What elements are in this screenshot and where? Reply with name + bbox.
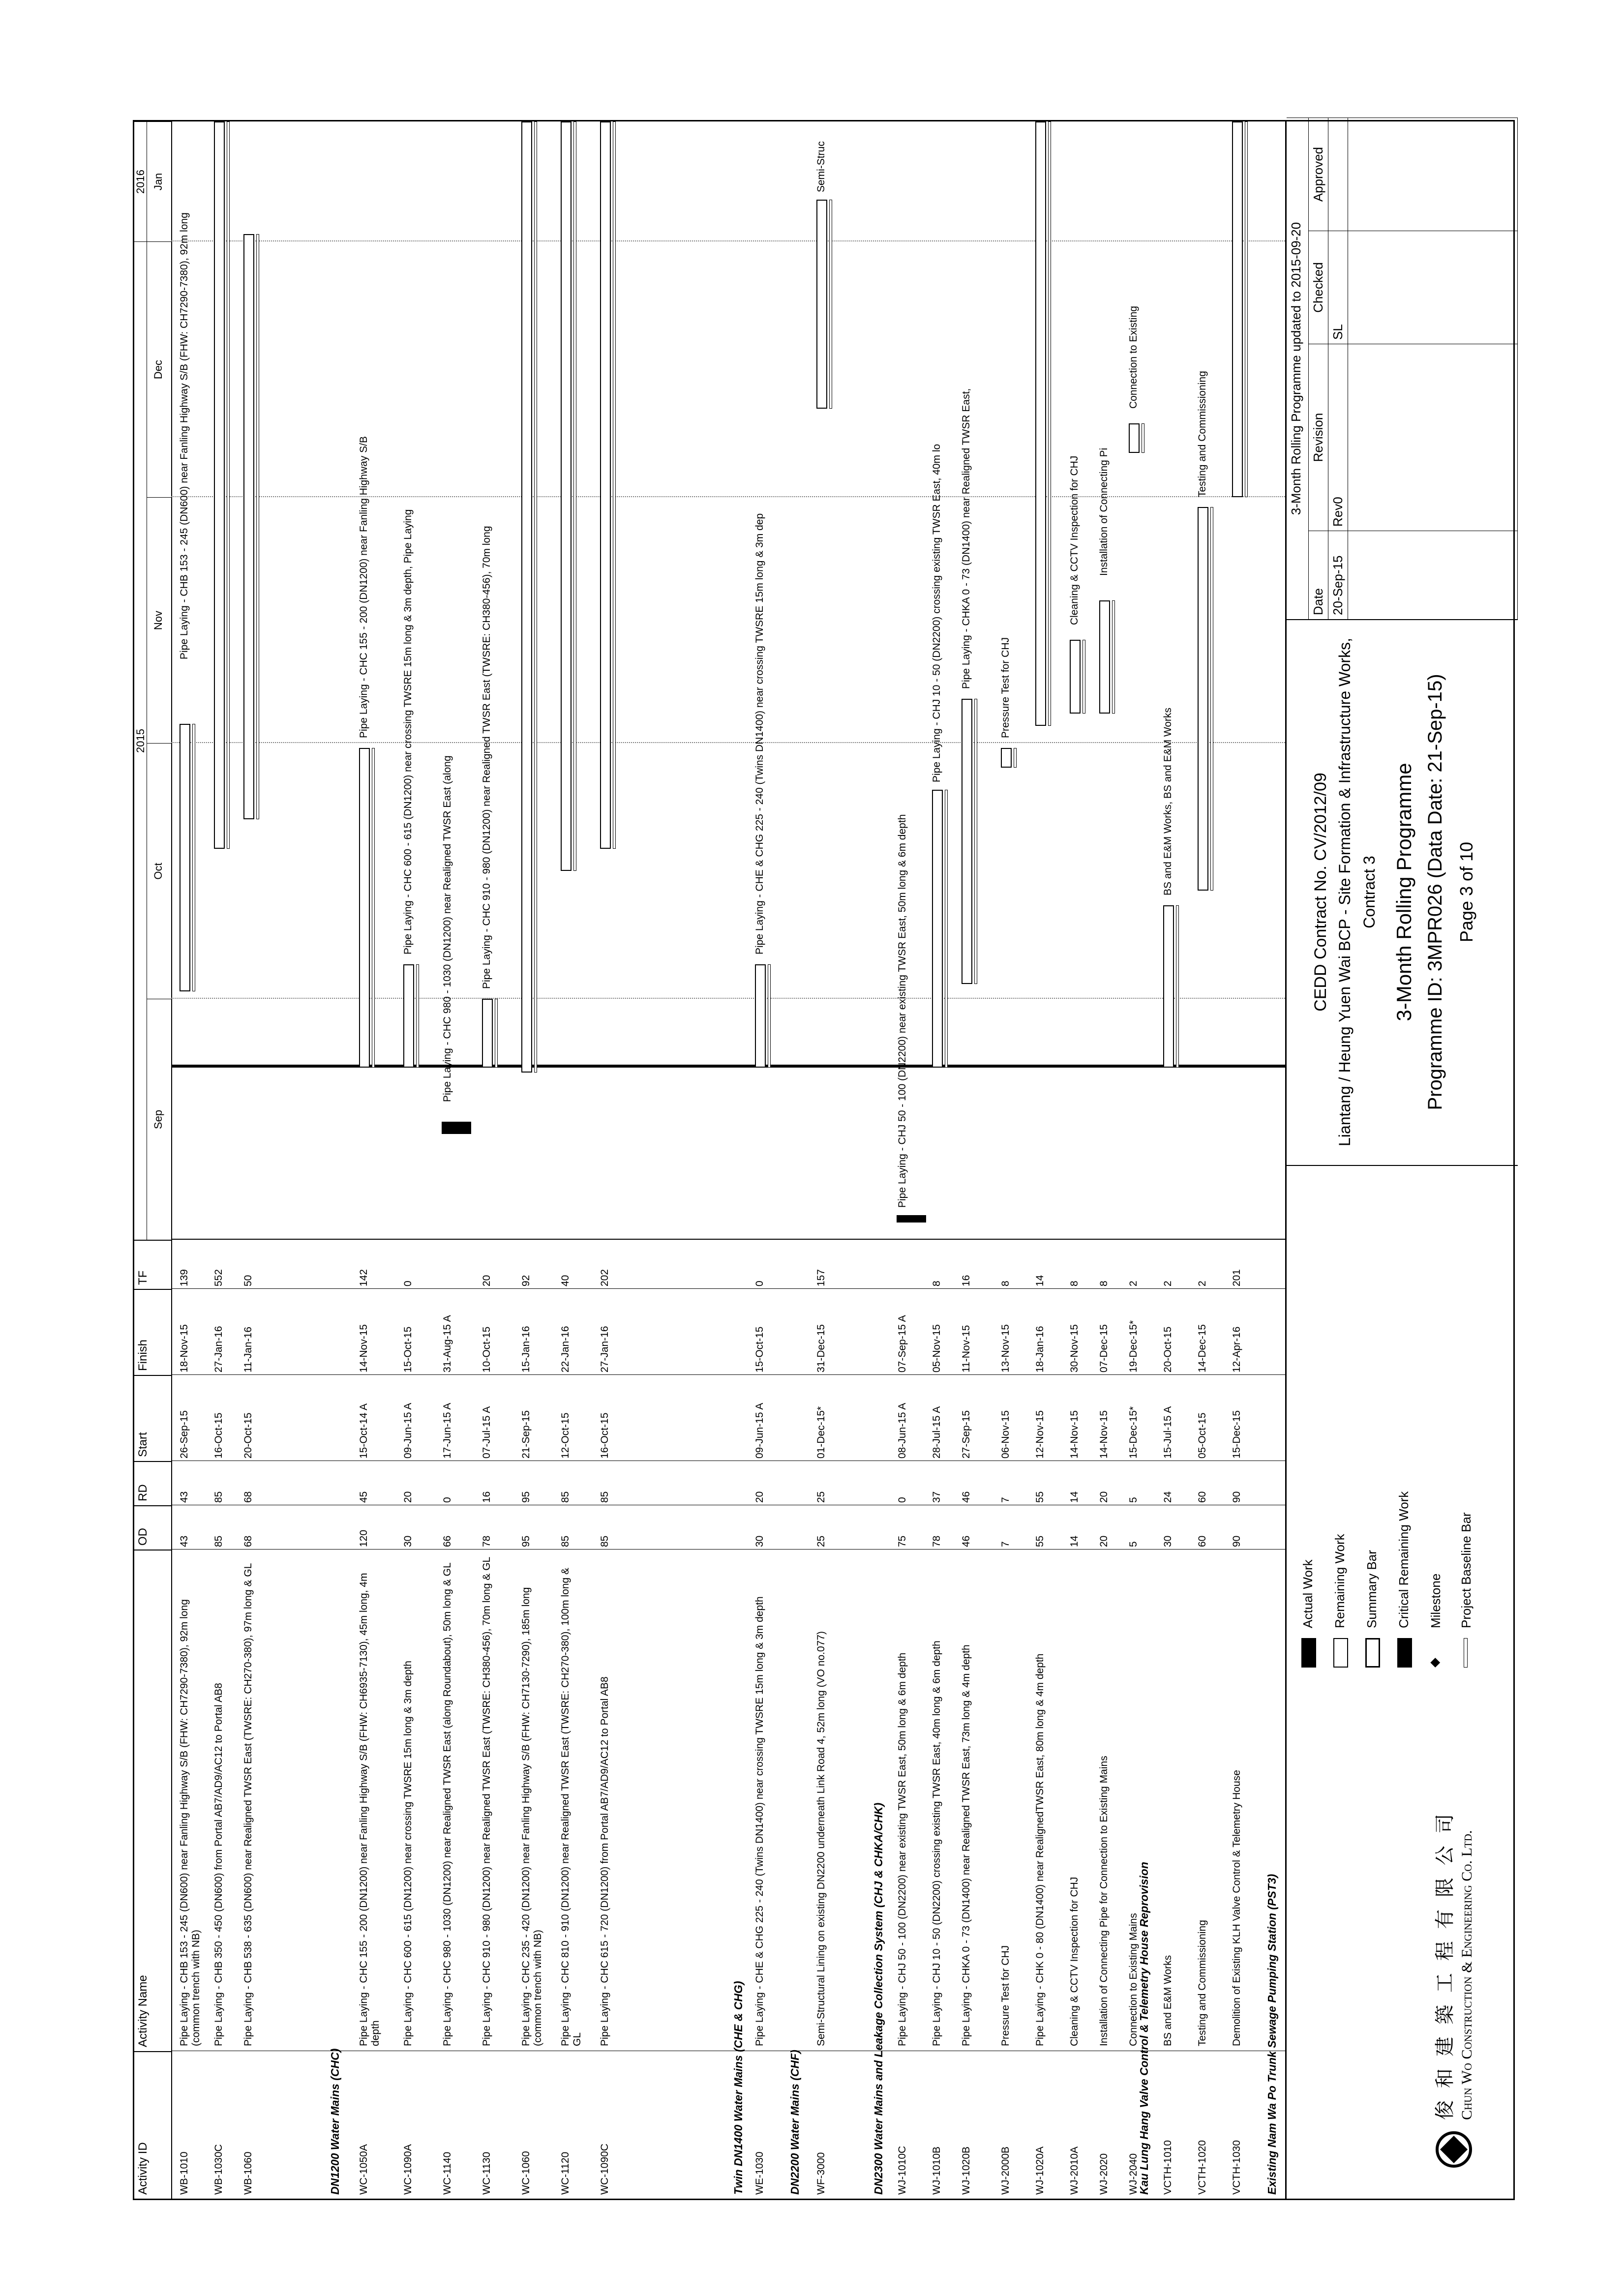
start-date: 16-Oct-15 [599,1412,610,1459]
actual-work-bar [442,1122,471,1134]
actual-work-bar [897,1215,926,1223]
baseline-bar [1014,748,1017,768]
group-che-chg: Twin DN1400 Water Mains (CHE & CHG) [732,1981,745,2195]
start-date: 09-Jun-15 A [754,1402,765,1459]
activity-name: Pressure Test for CHJ [1000,1945,1011,2046]
page-number: Page 3 of 10 [1456,841,1476,943]
start-date: 14-Nov-15 [1098,1410,1110,1459]
remaining-work-bar [482,999,493,1068]
remaining-work-bar [1232,121,1243,497]
activity-id: WC-1050A [358,2144,369,2195]
start-date: 26-Sep-15 [179,1410,190,1459]
baseline-bar [416,964,419,1068]
activity-id: WB-1060 [242,2151,254,2195]
divider [171,1549,1285,1550]
start-date: 06-Nov-15 [1000,1410,1011,1459]
remaining-duration: 95 [520,1491,532,1503]
remaining-duration: 20 [402,1491,414,1503]
total-float: 8 [1098,1281,1110,1286]
footer [1285,121,1518,2199]
remaining-duration: 85 [213,1491,224,1503]
original-duration: 78 [481,1535,492,1547]
remaining-duration: 0 [897,1497,908,1503]
legend-remaining-swatch [1333,1638,1348,1668]
start-date: 27-Sep-15 [961,1410,972,1459]
bar-label: Semi-Struc [815,141,827,192]
table-header [134,121,172,2199]
baseline-bar [1176,905,1179,1068]
total-float: 50 [242,1275,254,1286]
remaining-duration: 45 [358,1491,369,1503]
baseline-bar [192,724,195,991]
total-float: 20 [481,1275,492,1286]
finish-date: 30-Nov-15 [1069,1324,1080,1372]
activity-name: Pipe Laying - CHC 600 - 615 (DN1200) near crossing TWSRE 15m long & 3m depth [402,1661,414,2046]
programme-title: 3-Month Rolling Programme [1392,763,1415,1021]
activity-id: WC-1090A [402,2144,414,2195]
company-english-name: Chun Wo Construction & Engineering Co. Ltd. [1459,1830,1475,2120]
remaining-work-bar [561,121,571,871]
bar-label: Pipe Laying - CHKA 0 - 73 (DN1400) near Realigned TWSR East, [961,388,972,689]
activity-name: Testing and Commissioning [1197,1920,1208,2046]
remaining-work-bar [962,699,972,984]
remaining-work-bar [521,121,532,1073]
remaining-duration: 85 [560,1491,571,1503]
divider [171,1288,1285,1289]
col-activity-id: Activity ID [134,2051,171,2199]
activity-name: Pipe Laying - CHKA 0 - 73 (DN1400) near Realigned TWSR East, 73m long & 4m depth [961,1644,972,2046]
activity-name: Cleaning & CCTV Inspection for CHJ [1069,1877,1080,2046]
activity-name: Pipe Laying - CHC 155 - 200 (DN1200) near Fanling Highway S/B (FHW: CH6935-7130), 45m long, 4m depth [358,1573,381,2046]
month-gridline [171,240,1285,241]
month-dec: Dec [147,241,171,497]
legend-actual-swatch [1301,1638,1316,1668]
remaining-duration: 14 [1069,1491,1080,1503]
activity-name: Pipe Laying - CHJ 50 - 100 (DN2200) near existing TWSR East, 50m long & 6m depth [897,1652,908,2046]
start-date: 15-Dec-15 [1231,1410,1242,1459]
finish-date: 11-Jan-16 [242,1326,254,1372]
total-float: 2 [1162,1281,1173,1286]
activity-id: WE-1030 [754,2151,765,2195]
revision-block [1287,118,1518,620]
finish-date: 27-Jan-16 [599,1326,610,1372]
gantt-frame [133,120,1515,2200]
activity-name: Pipe Laying - CHB 153 - 245 (DN600) near Fanling Highway S/B (FHW: CH7290-7380), 92m long (common trench with NB) [179,1599,202,2046]
start-date: 14-Nov-15 [1069,1410,1080,1459]
month-gridline [171,742,1285,743]
rev-date-header: Date [1309,531,1328,619]
activity-name: Pipe Laying - CHJ 10 - 50 (DN2200) crossing existing TWSR East, 40m long & 6m depth [931,1640,942,2046]
baseline-bar [1245,121,1248,497]
activity-id: WC-1130 [481,2151,492,2195]
rev-revision: Rev0 [1328,344,1348,531]
baseline-bar [573,121,576,871]
original-duration: 30 [1162,1535,1173,1547]
original-duration: 20 [1098,1535,1110,1547]
remaining-duration: 37 [931,1491,942,1503]
activity-name: Pipe Laying - CHC 615 - 720 (DN1200) from Portal AB7/AD9/AC12 to Portal AB8 [599,1676,610,2046]
total-float: 142 [358,1269,369,1286]
original-duration: 75 [897,1535,908,1547]
start-date: 12-Nov-15 [1034,1410,1046,1459]
divider [171,1374,1285,1375]
finish-date: 15-Oct-15 [754,1326,765,1372]
total-float: 202 [599,1269,610,1286]
finish-date: 11-Nov-15 [961,1325,972,1372]
start-date: 15-Oct-14 A [358,1403,369,1459]
remaining-duration: 0 [442,1497,453,1503]
month-jan: Jan [147,121,171,241]
bar-label: Pipe Laying - CHB 153 - 245 (DN600) near Fanling Highway S/B (FHW: CH7290-7380), 92m long [179,212,190,659]
total-float: 0 [402,1281,414,1286]
total-float: 552 [213,1269,224,1286]
remaining-duration: 43 [179,1491,190,1503]
milestone-icon: ◆ [1427,1658,1442,1668]
bar-label: Pipe Laying - CHC 155 - 200 (DN1200) near Fanling Highway S/B [358,436,369,738]
remaining-duration: 90 [1231,1491,1242,1503]
start-date: 01-Dec-15* [815,1406,827,1459]
bar-label: Pipe Laying - CHJ 50 - 100 (DN2200) near existing TWSR East, 50m long & 6m depth [897,814,908,1208]
activity-name: Pipe Laying - CHC 910 - 980 (DN1200) near Realigned TWSR East (TWSRE: CH380-456), 70m long & GL [481,1556,492,2046]
legend-baseline: Project Baseline Bar [1459,1512,1474,1628]
original-duration: 5 [1128,1541,1139,1547]
activity-id: WF-3000 [815,2152,827,2195]
rev-date: 20-Sep-15 [1328,531,1348,619]
original-duration: 46 [961,1535,972,1547]
start-date: 20-Oct-15 [242,1412,254,1459]
baseline-bar [1083,640,1085,714]
finish-date: 31-Dec-15 [815,1324,827,1372]
remaining-duration: 7 [1000,1497,1011,1503]
original-duration: 30 [402,1535,414,1547]
original-duration: 85 [560,1535,571,1547]
activity-id: WB-1030C [213,2144,224,2195]
bar-label: Connection to Existing [1128,306,1139,409]
original-duration: 7 [1000,1541,1011,1547]
baseline-bar [768,964,771,1068]
start-date: 15-Jul-15 A [1162,1406,1173,1459]
month-nov: Nov [147,497,171,743]
start-date: 12-Oct-15 [560,1412,571,1459]
data-date-line [171,1065,1285,1068]
rev-empty-cell [1348,231,1518,344]
remaining-work-bar [180,724,190,991]
total-float: 92 [520,1275,532,1286]
finish-date: 07-Dec-15 [1098,1324,1110,1372]
remaining-work-bar [214,121,225,849]
start-date: 17-Jun-15 A [442,1402,453,1459]
total-float: 8 [931,1281,942,1286]
activity-name: Pipe Laying - CHC 235 - 420 (DN1200) near Fanling Highway S/B (FHW: CH7130-7290), 185m long (common trench with NB) [520,1587,543,2046]
activity-name: Installation of Connecting Pipe for Connection to Existing Mains [1098,1756,1110,2046]
month-gridline [171,998,1285,999]
original-duration: 85 [599,1535,610,1547]
bar-label: Installation of Connecting Pi [1098,447,1110,576]
activity-id: WB-1010 [179,2151,190,2195]
finish-date: 20-Oct-15 [1162,1326,1173,1372]
start-date: 09-Jun-15 A [402,1402,414,1459]
year-2016: 2016 [134,121,147,241]
col-od: OD [134,1505,171,1550]
rev-revision-header: Revision [1309,344,1328,531]
original-duration: 55 [1034,1535,1046,1547]
start-date: 07-Jul-15 A [481,1406,492,1459]
remaining-work-bar [1163,905,1174,1068]
bar-label: Pipe Laying - CHC 910 - 980 (DN1200) near Realigned TWSR East (TWSRE: CH380-456), 70m long [481,526,492,989]
col-activity-name: Activity Name [134,1550,171,2051]
contract-no: CEDD Contract No. CV/2012/09 [1311,773,1330,1012]
baseline-bar [829,200,832,409]
finish-date: 19-Dec-15* [1128,1320,1139,1372]
finish-date: 18-Jan-16 [1034,1326,1046,1372]
baseline-bar [534,121,537,1073]
remaining-work-bar [403,964,414,1068]
remaining-duration: 20 [1098,1491,1110,1503]
company-chinese-name: 俊 和 建 築 工 程 有 限 公 司 [1434,1811,1456,2120]
baseline-bar [256,234,259,819]
activity-id: WJ-2000B [1000,2146,1011,2195]
activity-name: Pipe Laying - CHC 980 - 1030 (DN1200) near Realigned TWSR East (along Roundabout), 50m long & GL [442,1562,453,2046]
activity-name: Pipe Laying - CHB 350 - 450 (DN600) from Portal AB7/AD9/AC12 to Portal AB8 [213,1683,224,2046]
remaining-work-bar [359,748,370,1068]
total-float: 0 [754,1281,765,1286]
activity-id: WJ-2010A [1069,2146,1080,2195]
activity-id: WC-1090C [599,2144,610,2195]
original-duration: 43 [179,1535,190,1547]
total-float: 40 [560,1275,571,1286]
remaining-duration: 46 [961,1491,972,1503]
remaining-work-bar [1099,600,1110,714]
finish-date: 07-Sep-15 A [897,1315,908,1372]
finish-date: 18-Nov-15 [179,1324,190,1372]
total-float: 2 [1197,1281,1208,1286]
remaining-duration: 55 [1034,1491,1046,1503]
start-date: 15-Dec-15* [1128,1406,1139,1459]
col-tf: TF [134,1240,171,1289]
bar-label: Pipe Laying - CHJ 10 - 50 (DN2200) crossing existing TWSR East, 40m lo [931,444,942,782]
total-float: 14 [1034,1275,1046,1286]
activity-id: WJ-1010C [897,2146,908,2195]
bar-label: Pipe Laying - CHC 980 - 1030 (DN1200) near Realigned TWSR East (along [442,755,453,1102]
activity-id: WJ-1010B [931,2146,942,2195]
col-finish: Finish [134,1289,171,1375]
remaining-work-bar [243,234,254,819]
original-duration: 30 [754,1535,765,1547]
remaining-work-bar [755,964,766,1068]
month-oct: Oct [147,743,171,999]
project-name: Liantang / Heung Yuen Wai BCP - Site Formation & Infrastructure Works, [1336,638,1353,1146]
divider [171,1239,1285,1240]
start-date: 21-Sep-15 [520,1410,532,1459]
group-chf: DN2200 Water Mains (CHF) [788,2050,801,2195]
activity-id: WJ-1020A [1034,2146,1046,2195]
finish-date: 14-Nov-15 [358,1324,369,1372]
rev-approved-header: Approved [1309,118,1328,231]
remaining-work-bar [1070,640,1081,714]
remaining-work-bar [816,200,827,409]
baseline-bar [974,699,977,984]
original-duration: 66 [442,1535,453,1547]
group-pst3: Existing Nam Wa Po Trunk Sewage Pumping Station (PST3) [1265,1874,1278,2195]
remaining-duration: 5 [1128,1497,1139,1503]
original-duration: 60 [1197,1535,1208,1547]
original-duration: 95 [520,1535,532,1547]
contract-label: Contract 3 [1360,856,1378,928]
total-float: 157 [815,1269,827,1286]
legend-critical-swatch [1397,1638,1412,1668]
baseline-bar [1210,507,1213,891]
remaining-work-bar [932,790,943,1068]
activity-id: WJ-2020 [1098,2153,1110,2195]
original-duration: 90 [1231,1535,1242,1547]
original-duration: 14 [1069,1535,1080,1547]
activity-id: VCTH-1010 [1162,2140,1173,2195]
activity-name: Connection to Existing Mains [1128,1913,1139,2046]
total-float: 8 [1069,1281,1080,1286]
legend-milestone: Milestone [1428,1573,1443,1628]
bar-label: Testing and Commissioning [1197,371,1208,497]
col-start: Start [134,1375,171,1461]
original-duration: 120 [358,1529,369,1547]
legend-actual: Actual Work [1300,1559,1315,1628]
programme-id: Programme ID: 3MPR026 (Data Date: 21-Sep-15) [1424,674,1446,1110]
original-duration: 25 [815,1535,827,1547]
finish-date: 22-Jan-16 [560,1326,571,1372]
col-rd: RD [134,1461,171,1505]
baseline-bar [1112,600,1115,714]
activity-name: Pipe Laying - CHB 538 - 635 (DN600) near Realigned TWSR East (TWSRE: CH270-380), 97m long & GL [242,1563,254,2046]
finish-date: 10-Oct-15 [481,1326,492,1372]
remaining-duration: 85 [599,1491,610,1503]
group-chc: DN1200 Water Mains (CHC) [329,2048,341,2195]
remaining-duration: 20 [754,1491,765,1503]
original-duration: 78 [931,1535,942,1547]
activity-id: WJ-2040 [1128,2153,1139,2195]
remaining-work-bar [1035,121,1046,726]
revision-header: 3-Month Rolling Programme updated to 2015-09-20 [1287,118,1309,619]
legend-summary-swatch [1365,1638,1380,1668]
year-2015: 2015 [134,241,147,1240]
remaining-duration: 16 [481,1491,492,1503]
remaining-duration: 60 [1197,1491,1208,1503]
rev-empty-cell [1348,531,1518,619]
start-date: 05-Oct-15 [1197,1412,1208,1459]
finish-date: 31-Aug-15 A [442,1315,453,1372]
activity-id: WC-1120 [560,2151,571,2195]
baseline-bar [945,790,948,1068]
baseline-bar [227,121,230,849]
remaining-duration: 25 [815,1491,827,1503]
company-logo [1434,2130,1474,2169]
activity-id: VCTH-1020 [1197,2140,1208,2195]
group-klh: Kau Lung Hang Valve Control & Telemetry House Reprovision [1138,1862,1150,2195]
activity-name: Pipe Laying - CHE & CHG 225 - 240 (Twins DN1400) near crossing TWSRE 15m long & 3m depth [754,1596,765,2046]
start-date: 16-Oct-15 [213,1412,224,1459]
start-date: 28-Jul-15 A [931,1406,942,1459]
rev-empty-cell [1348,118,1518,231]
finish-date: 15-Oct-15 [402,1326,414,1372]
remaining-work-bar [1129,423,1140,453]
remaining-work-bar [600,121,611,849]
activity-name: BS and E&M Works [1162,1955,1173,2046]
finish-date: 13-Nov-15 [1000,1324,1011,1372]
legend-summary: Summary Bar [1364,1550,1379,1628]
activity-id: WJ-1020B [961,2146,972,2195]
remaining-work-bar [1001,748,1012,768]
finish-date: 15-Jan-16 [520,1326,532,1372]
activity-id: WC-1060 [520,2151,532,2195]
group-chj: DN2300 Water Mains and Leakage Collection System (CHJ & CHKA/CHK) [872,1802,885,2195]
month-gridline [171,496,1285,497]
finish-date: 14-Dec-15 [1197,1324,1208,1372]
baseline-bar [495,999,498,1068]
start-date: 08-Jun-15 A [897,1402,908,1459]
original-duration: 85 [213,1535,224,1547]
remaining-work-bar [1198,507,1208,891]
baseline-bar [1142,423,1144,453]
total-float: 201 [1231,1269,1242,1286]
remaining-duration: 24 [1162,1491,1173,1503]
month-sep: Sep [147,999,171,1240]
total-float: 16 [961,1275,972,1286]
activity-name: Demolition of Existing KLH Valve Control & Telemetry House [1231,1770,1242,2046]
rev-empty-cell [1348,344,1518,531]
timeline-header [134,121,171,1240]
bar-label: Pipe Laying - CHC 600 - 615 (DN1200) near crossing TWSRE 15m long & 3m depth, Pipe Laying [402,509,414,954]
finish-date: 05-Nov-15 [931,1324,942,1372]
legend-critical: Critical Remaining Work [1396,1491,1411,1628]
activity-name: Pipe Laying - CHK 0 - 80 (DN1400) near RealignedTWSR East, 80m long & 4m depth [1034,1653,1046,2046]
baseline-bar [613,121,616,849]
title-block [1287,619,1518,1166]
activity-id: WC-1140 [442,2151,453,2195]
baseline-bar [372,748,375,1068]
bar-label: Cleaning & CCTV Inspection for CHJ [1069,455,1080,625]
total-float: 2 [1128,1281,1139,1286]
bar-label: Pipe Laying - CHE & CHG 225 - 240 (Twins DN1400) near crossing TWSRE 15m long & 3m dep [754,513,765,954]
remaining-duration: 68 [242,1491,254,1503]
total-float: 8 [1000,1281,1011,1286]
rev-checked-header: Checked [1309,231,1328,344]
activity-name: Semi-Structural Lining on existing DN2200 underneath Link Road 4, 52m long (VO no.077) [815,1631,827,2046]
bar-label: Pressure Test for CHJ [1000,637,1011,738]
legend-remaining: Remaining Work [1332,1534,1347,1628]
baseline-bar [1048,121,1051,726]
rev-approved [1328,118,1348,231]
legend-baseline-swatch [1464,1638,1468,1668]
total-float: 139 [179,1269,190,1286]
rev-checked: SL [1328,231,1348,344]
bar-label: BS and E&M Works, BS and E&M Works [1162,707,1173,895]
original-duration: 68 [242,1535,254,1547]
finish-date: 27-Jan-16 [213,1326,224,1372]
finish-date: 12-Apr-16 [1231,1326,1242,1372]
activity-name: Pipe Laying - CHC 810 - 910 (DN1200) near Realigned TWSR East (TWSRE: CH270-380), 100m long & GL [560,1567,583,2046]
activity-id: VCTH-1030 [1231,2140,1242,2195]
